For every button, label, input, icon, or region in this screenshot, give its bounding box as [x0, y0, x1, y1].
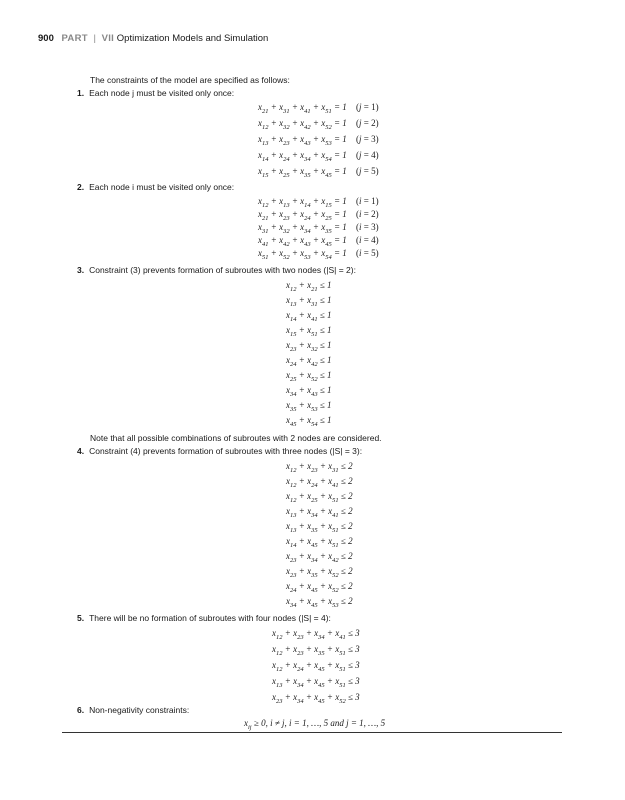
- section-4-text: Constraint (4) prevents formation of subroutes with three nodes (|S| = 3):: [89, 446, 363, 456]
- equation: $x_{23} + x_{34} + x_{42} \le 2$: [286, 551, 353, 564]
- equation: $x_{13} + x_{34} + x_{45} + x_{51} \le 3$: [272, 676, 360, 689]
- equation: $x_{34} + x_{45} + x_{53} \le 2$: [286, 596, 353, 609]
- section-3-heading: 3. Constraint (3) prevents formation of subroutes with two nodes (|S| = 2):: [77, 265, 356, 275]
- note-text: Note that all possible combinations of subroutes with 2 nodes are considered.: [90, 433, 382, 443]
- equation: $x_{13} + x_{23} + x_{43} + x_{53} = 1$: [258, 134, 347, 147]
- section-6-heading: 6. Non-negativity constraints:: [77, 705, 190, 715]
- equation: $x_{13} + x_{35} + x_{51} \le 2$: [286, 521, 353, 534]
- intro-text: The constraints of the model are specified as follows:: [90, 75, 290, 85]
- header-separator: |: [93, 33, 96, 44]
- equation: $x_{45} + x_{54} \le 1$: [286, 415, 332, 428]
- equation: $x_{14} + x_{24} + x_{34} + x_{54} = 1$: [258, 150, 347, 163]
- page-number: 900: [38, 33, 54, 44]
- equation: $x_{51} + x_{52} + x_{53} + x_{54} = 1$: [258, 248, 347, 261]
- running-header: [38, 33, 268, 44]
- section-4-heading: 4. Constraint (4) prevents formation of subroutes with three nodes (|S| = 3):: [77, 446, 363, 456]
- equation: $x_{23} + x_{32} \le 1$: [286, 340, 332, 353]
- equation: $x_{24} + x_{45} + x_{52} \le 2$: [286, 581, 353, 594]
- equation: $x_{41} + x_{42} + x_{43} + x_{45} = 1$: [258, 235, 347, 248]
- equation-label: (j = 4): [356, 150, 379, 160]
- equation: $x_{34} + x_{43} \le 1$: [286, 385, 332, 398]
- equation-label: (i = 2): [356, 209, 379, 219]
- part-number: VII: [101, 33, 115, 44]
- part-title: Optimization Models and Simulation: [116, 33, 269, 44]
- equation: $x_{35} + x_{53} \le 1$: [286, 400, 332, 413]
- equation-label: (j = 5): [356, 166, 379, 176]
- equation: $x_{31} + x_{32} + x_{34} + x_{35} = 1$: [258, 222, 347, 235]
- section-6-text: Non-negativity constraints:: [89, 705, 190, 715]
- equation: $x_{15} + x_{51} \le 1$: [286, 325, 332, 338]
- equation-label: (i = 4): [356, 235, 379, 245]
- section-2-heading: 2. Each node i must be visited only once:: [77, 182, 235, 192]
- bottom-rule: [62, 732, 562, 733]
- section-2-text: Each node i must be visited only once:: [89, 182, 235, 192]
- equation-label: (j = 2): [356, 118, 379, 128]
- equation: $x_{12} + x_{24} + x_{45} + x_{51} \le 3$: [272, 660, 360, 673]
- equation: $x_{15} + x_{25} + x_{35} + x_{45} = 1$: [258, 166, 347, 179]
- equation: $x_{13} + x_{31} \le 1$: [286, 295, 332, 308]
- equation: $x_{12} + x_{21} \le 1$: [286, 280, 332, 293]
- equation: $x_{24} + x_{42} \le 1$: [286, 355, 332, 368]
- section-5-text: There will be no formation of subroutes with four nodes (|S| = 4):: [89, 613, 331, 623]
- equation: $x_{14} + x_{41} \le 1$: [286, 310, 332, 323]
- equation-label: (i = 1): [356, 196, 379, 206]
- equation: $x_{12} + x_{13} + x_{14} + x_{15} = 1$: [258, 196, 347, 209]
- equation: $x_{12} + x_{23} + x_{34} + x_{41} \le 3$: [272, 628, 360, 641]
- equation: $x_{21} + x_{23} + x_{24} + x_{25} = 1$: [258, 209, 347, 222]
- equation: $x_{12} + x_{24} + x_{41} \le 2$: [286, 476, 353, 489]
- equation-label: (i = 3): [356, 222, 379, 232]
- equation: $x_{13} + x_{34} + x_{41} \le 2$: [286, 506, 353, 519]
- section-3-text: Constraint (3) prevents formation of subroutes with two nodes (|S| = 2):: [89, 265, 356, 275]
- equation: $x_{12} + x_{25} + x_{51} \le 2$: [286, 491, 353, 504]
- equation: $x_{12} + x_{23} + x_{35} + x_{51} \le 3$: [272, 644, 360, 657]
- equation: $x_{14} + x_{45} + x_{51} \le 2$: [286, 536, 353, 549]
- equation: $x_{12} + x_{23} + x_{31} \le 2$: [286, 461, 353, 474]
- equation: $x_{21} + x_{31} + x_{41} + x_{51} = 1$: [258, 102, 347, 115]
- section-1-heading: 1. Each node j must be visited only once:: [77, 88, 235, 98]
- part-label: PART: [61, 33, 88, 44]
- equation-label: (i = 5): [356, 248, 379, 258]
- equation: $x_{23} + x_{34} + x_{45} + x_{52} \le 3$: [272, 692, 360, 705]
- equation-label: (j = 1): [356, 102, 379, 112]
- equation: $x_{12} + x_{32} + x_{42} + x_{52} = 1$: [258, 118, 347, 131]
- equation: $x_{25} + x_{52} \le 1$: [286, 370, 332, 383]
- section-1-text: Each node j must be visited only once:: [89, 88, 235, 98]
- section-5-heading: 5. There will be no formation of subroutes with four nodes (|S| = 4):: [77, 613, 331, 623]
- equation: $x_{ij} \ge 0$, i ≠ j, i = 1, …, 5 and j = 1, …, 5: [244, 718, 386, 731]
- equation-label: (j = 3): [356, 134, 379, 144]
- equation: $x_{23} + x_{35} + x_{52} \le 2$: [286, 566, 353, 579]
